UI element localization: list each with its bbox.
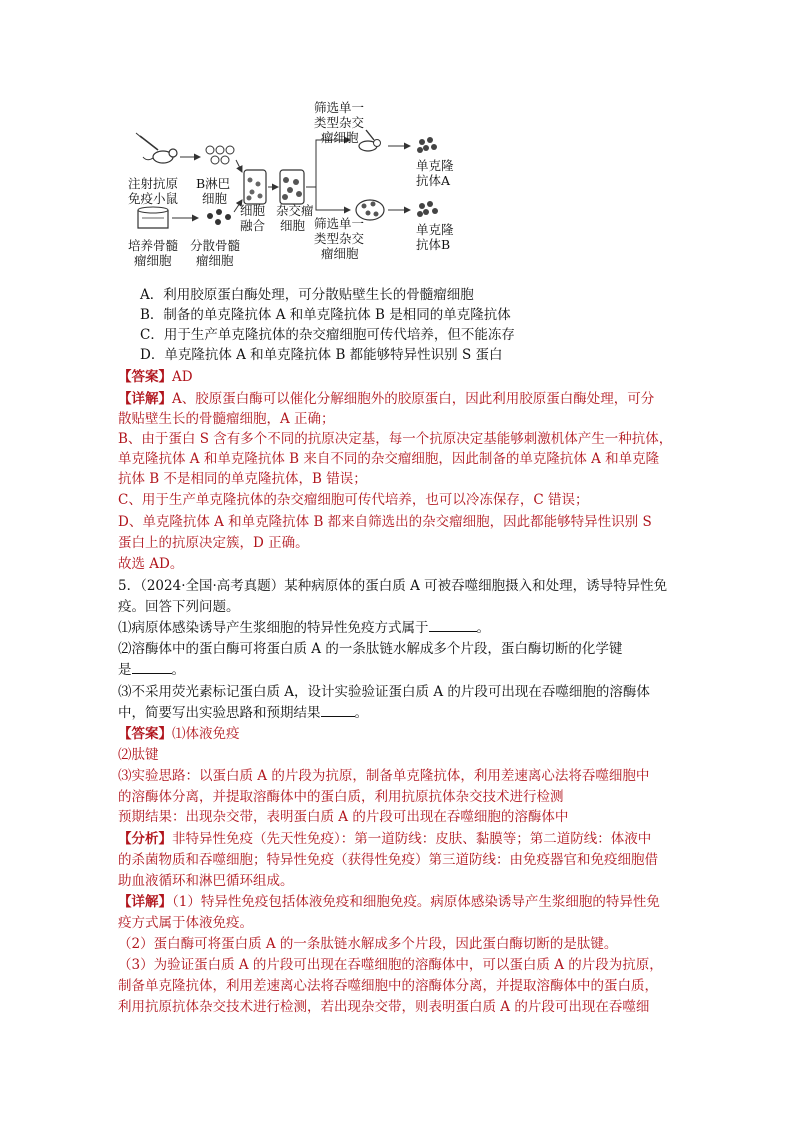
label-culture: 培养骨髓 瘤细胞 [128, 238, 179, 268]
q5-sub3-line [118, 704, 368, 722]
option-a: A．利用胶原蛋白酶处理，可分散贴壁生长的骨髓瘤细胞 [140, 287, 474, 303]
antibody-a-icon [417, 137, 437, 153]
label-fusion: 细胞 融合 [240, 203, 266, 233]
label-antibody-b: 单克隆 抗体B [416, 222, 454, 252]
q5-sub2-line [118, 661, 185, 679]
detail-bracket: 【详解】 [118, 391, 172, 407]
q4-detail-line: B、由于蛋白 S 含有多个不同的抗原决定基，每一个抗原决定基能够刺激机体产生一种抗体， [118, 431, 673, 447]
label-screen-top: 筛选单一 类型杂交 瘤细胞 [314, 100, 365, 145]
q5-answer-line: ⑶实验思路：以蛋白质 A 的片段为抗原，制备单克隆抗体，利用差速离心法将吞噬细胞中 [118, 768, 650, 784]
q5-answer-line: 的溶酶体分离，并提取溶酶体中的蛋白质，利用抗原抗体杂交技术进行检测 [118, 789, 564, 805]
q5-answer-line: 预期结果：出现杂交带，表明蛋白质 A 的片段可出现在吞噬细胞的溶酶体中 [118, 809, 569, 825]
q5-analysis-line: 的杀菌物质和吞噬细胞；特异性免疫（获得性免疫）第三道防线：由免疫器官和免疫细胞借 [118, 852, 658, 868]
analysis-bracket: 【分析】 [118, 831, 172, 847]
q5-sub1-text: ⑴病原体感染诱导产生浆细胞的特异性免疫方式属于 [118, 620, 429, 636]
detail-bracket: 【详解】 [118, 894, 172, 910]
option-c: C．用于生产单克隆抗体的杂交瘤细胞可传代培养，但不能冻存 [140, 327, 515, 343]
label-disperse: 分散骨髓 瘤细胞 [190, 238, 241, 268]
q4-detail-line: 单克隆抗体 A 和单克隆抗体 B 来自不同的杂交瘤细胞，因此制备的单克隆抗体 A 和单克隆 [118, 451, 660, 467]
q4-detail-line: C、用于生产单克隆抗体的杂交瘤细胞可传代培养，也可以冷冻保存，C 错误； [118, 492, 589, 508]
arrow [316, 187, 350, 210]
q5-analysis [118, 830, 651, 848]
q5-sub3-text: 中，简要写出实验思路和预期结果 [118, 705, 321, 721]
answer-blank [429, 619, 477, 632]
q5-sub1-end: 。 [476, 620, 490, 636]
antibody-b-icon [417, 201, 438, 217]
label-antibody-a: 单克隆 抗体A [416, 158, 454, 188]
myeloma-cells-icon [207, 209, 231, 225]
q4-answer [118, 368, 193, 386]
detail-text: （1）特异性免疫包括体液免疫和细胞免疫。病原体感染诱导产生浆细胞的特异性免 [172, 894, 660, 910]
q5-sub2-end: 。 [171, 662, 185, 678]
q5-sub3-end: 。 [354, 705, 368, 721]
q5-detail-line: （2）蛋白酶可将蛋白质 A 的一条肽链水解成多个片段，因此蛋白酶切断的是肽键。 [118, 936, 618, 952]
answer-bracket: 【答案】 [118, 369, 172, 385]
diagram-svg [118, 100, 478, 280]
q5-stem-line: 5．（2024·全国·高考真题）某种病原体的蛋白质 A 可被吞噬细胞摄入和处理，诱导特异性免 [118, 578, 668, 594]
label-b-cell: B淋巴 细胞 [196, 176, 231, 206]
q4-detail-line: D、单克隆抗体 A 和单克隆抗体 B 都来自筛选出的杂交瘤细胞，因此都能够特异性识别 S [118, 514, 652, 530]
q5-sub2-text: 是 [118, 662, 132, 678]
arrow [236, 160, 242, 172]
fusion-vessel-icon [244, 170, 266, 204]
q4-detail-line [118, 390, 654, 408]
label-screen-bottom: 筛选单一 类型杂交 瘤细胞 [314, 216, 365, 261]
b-lymphocyte-icon [206, 146, 234, 164]
hybridoma-vessel-icon [280, 170, 304, 204]
q5-detail-line: 制备单克隆抗体，利用差速离心法将吞噬细胞中的溶酶体分离，并提取溶酶体中的蛋白质， [118, 978, 658, 994]
mouse-icon [359, 130, 381, 151]
mouse-icon [136, 133, 177, 163]
label-hybridoma: 杂交瘤 细胞 [276, 203, 314, 233]
answer-bracket: 【答案】 [118, 726, 172, 742]
option-d: D．单克隆抗体 A 和单克隆抗体 B 都能够特异性识别 S 蛋白 [140, 347, 503, 363]
q4-detail-line: 故选 AD。 [118, 556, 184, 572]
q5-detail-line: 利用抗原抗体杂交技术进行检测，若出现杂交带，则表明蛋白质 A 的片段可出现在吞噬细 [118, 999, 650, 1015]
answer-text: AD [172, 369, 193, 385]
answer-blank [132, 661, 172, 674]
arrow [306, 140, 350, 187]
q5-sub2-line: ⑵溶酶体中的蛋白酶可将蛋白质 A 的一条肽链水解成多个片段，蛋白酶切断的化学键 [118, 641, 623, 657]
q5-sub3-line: ⑶不采用荧光素标记蛋白质 A，设计实验验证蛋白质 A 的片段可出现在吞噬细胞的溶酶体 [118, 684, 650, 700]
label-inject: 注射抗原 免疫小鼠 [128, 176, 179, 206]
culture-dish-icon [138, 207, 168, 228]
q5-stem-line: 疫。回答下列问题。 [118, 599, 240, 615]
option-b: B．制备的单克隆抗体 A 和单克隆抗体 B 是相同的单克隆抗体 [140, 307, 511, 323]
q4-detail-line: 散贴壁生长的骨髓瘤细胞，A 正确； [118, 411, 335, 427]
q4-detail-line: 蛋白上的抗原决定簇，D 正确。 [118, 535, 309, 551]
monoclonal-antibody-diagram [118, 100, 478, 280]
q5-detail-line: （3）为验证蛋白质 A 的片段可出现在吞噬细胞的溶酶体中，可以蛋白质 A 的片段为抗原， [118, 957, 663, 973]
q5-detail-line: 疫方式属于体液免疫。 [118, 915, 253, 931]
detail-text: A、胶原蛋白酶可以催化分解细胞外的胶原蛋白，因此利用胶原蛋白酶处理，可分 [172, 391, 655, 407]
q4-detail-line: 抗体 B 不是相同的单克隆抗体，B 错误； [118, 471, 367, 487]
analysis-text: 非特异性免疫（先天性免疫）：第一道防线：皮肤、黏膜等；第二道防线：体液中 [172, 831, 652, 847]
q5-answer [118, 725, 240, 743]
answer-blank [321, 704, 355, 717]
q5-sub1 [118, 619, 490, 637]
q5-answer-line: ⑵肽键 [118, 747, 159, 763]
q5-analysis-line: 助血液循环和淋巴循环组成。 [118, 873, 294, 889]
answer-text: ⑴体液免疫 [172, 726, 240, 742]
q5-detail [118, 893, 660, 911]
